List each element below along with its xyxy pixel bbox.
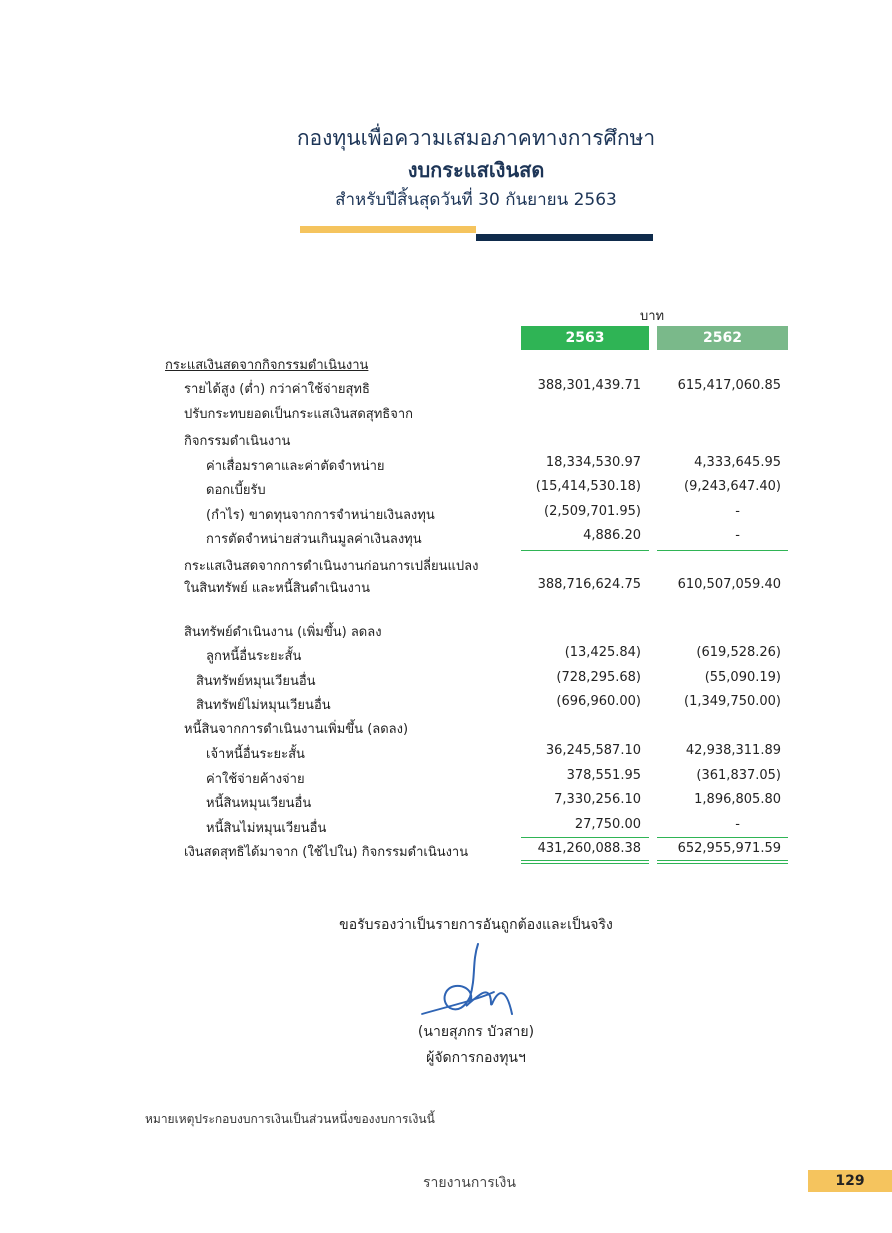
org-title: กองทุนเพื่อความเสมอภาคทางการศึกษา [296,126,656,150]
value-2562: (1,349,750.00) [684,694,781,709]
row-label: เงินสดสุทธิได้มาจาก (ใช้ไปใน) กิจกรรมดำเนินงาน [184,845,469,860]
statement-title: งบกระแสเงินสด [407,158,545,182]
table-row [0,555,892,577]
value-2562: 1,896,805.80 [694,792,781,807]
table-row [0,743,892,765]
total-double-rule-2562 [657,860,788,864]
row-label: (กำไร) ขาดทุนจากการจำหน่ายเงินลงทุน [206,508,435,523]
row-label: กระแสเงินสดจากการดำเนินงานก่อนการเปลี่ยนแปลง [184,559,479,574]
value-2563: 388,716,624.75 [537,577,641,592]
table-row [0,670,892,692]
table-row [0,455,892,477]
row-label: หนี้สินจากการดำเนินงานเพิ่มขึ้น (ลดลง) [184,722,409,737]
signature-image [420,942,520,1017]
row-label: หนี้สินไม่หมุนเวียนอื่น [206,821,327,836]
value-2562: - [735,528,740,543]
table-row [0,577,892,599]
value-2563: 378,551.95 [566,768,641,783]
table-row [0,528,892,550]
value-2563: (696,960.00) [556,694,641,709]
accent-bar-yellow [300,226,476,233]
value-2563: 7,330,256.10 [554,792,641,807]
value-2563: (13,425.84) [564,645,641,660]
currency-unit: บาท [640,309,665,324]
value-2563: (728,295.68) [556,670,641,685]
value-2562: (55,090.19) [704,670,781,685]
subtotal-rule-2562 [657,550,788,551]
row-label: ค่าใช้จ่ายค้างจ่าย [206,772,305,787]
row-label: รายได้สูง (ต่ำ) กว่าค่าใช้จ่ายสุทธิ [184,382,370,397]
total-rule-top-2562 [657,837,788,838]
table-row [0,621,892,643]
row-label: ค่าเสื่อมราคาและค่าตัดจำหน่าย [206,459,385,474]
footnote: หมายเหตุประกอบงบการเงินเป็นส่วนหนึ่งของงบการเงินนี้ [145,1112,435,1126]
certification-text: ขอรับรองว่าเป็นรายการอันถูกต้องและเป็นจริง [339,917,613,933]
table-row [0,403,892,425]
total-double-rule-2563 [521,860,649,864]
row-label: สินทรัพย์ดำเนินงาน (เพิ่มขึ้น) ลดลง [184,625,382,640]
table-row [0,645,892,667]
value-2563: 4,886.20 [583,528,641,543]
row-label: ดอกเบี้ยรับ [206,483,266,498]
table-row [0,504,892,526]
table-row [0,430,892,452]
value-2562: - [735,817,740,832]
value-2562: (9,243,647.40) [684,479,781,494]
signer-name: (นายสุภกร บัวสาย) [417,1024,535,1040]
footer-title: รายงานการเงิน [423,1175,516,1191]
value-2563: (2,509,701.95) [544,504,641,519]
page-number: 129 [808,1170,892,1192]
table-row [0,718,892,740]
period-subtitle: สำหรับปีสิ้นสุดวันที่ 30 กันยายน 2563 [335,190,617,210]
value-2562: 652,955,971.59 [677,841,781,856]
row-label: กิจกรรมดำเนินงาน [184,434,291,449]
value-2563: (15,414,530.18) [535,479,641,494]
value-2562: 610,507,059.40 [677,577,781,592]
signer-position: ผู้จัดการกองทุนฯ [426,1050,526,1066]
value-2563: 431,260,088.38 [537,841,641,856]
row-label: เจ้าหนี้อื่นระยะสั้น [206,747,305,762]
row-label: สินทรัพย์หมุนเวียนอื่น [196,674,316,689]
value-2563: 27,750.00 [574,817,641,832]
row-label: ในสินทรัพย์ และหนี้สินดำเนินงาน [184,581,371,596]
value-2563: 388,301,439.71 [537,378,641,393]
table-row [0,694,892,716]
row-label: สินทรัพย์ไม่หมุนเวียนอื่น [196,698,331,713]
subtotal-rule-2563 [521,550,649,551]
row-label: การตัดจำหน่ายส่วนเกินมูลค่าเงินลงทุน [206,532,422,547]
table-row [0,378,892,400]
row-label: ปรับกระทบยอดเป็นกระแสเงินสดสุทธิจาก [184,407,414,422]
table-row [0,817,892,839]
accent-bar-navy [476,234,653,241]
value-2562: 615,417,060.85 [677,378,781,393]
value-2562: (361,837.05) [696,768,781,783]
year-header-2562: 2562 [657,326,788,350]
table-row [0,768,892,790]
year-header-2563: 2563 [521,326,649,350]
table-row [0,354,892,376]
value-2562: 42,938,311.89 [685,743,781,758]
total-rule-top-2563 [521,837,649,838]
value-2562: - [735,504,740,519]
section-heading: กระแสเงินสดจากกิจกรรมดำเนินงาน [165,358,369,373]
row-label: ลูกหนี้อื่นระยะสั้น [206,649,302,664]
table-row [0,479,892,501]
value-2562: 4,333,645.95 [694,455,781,470]
row-label: หนี้สินหมุนเวียนอื่น [206,796,312,811]
value-2562: (619,528.26) [696,645,781,660]
value-2563: 18,334,530.97 [545,455,641,470]
table-row [0,792,892,814]
value-2563: 36,245,587.10 [545,743,641,758]
